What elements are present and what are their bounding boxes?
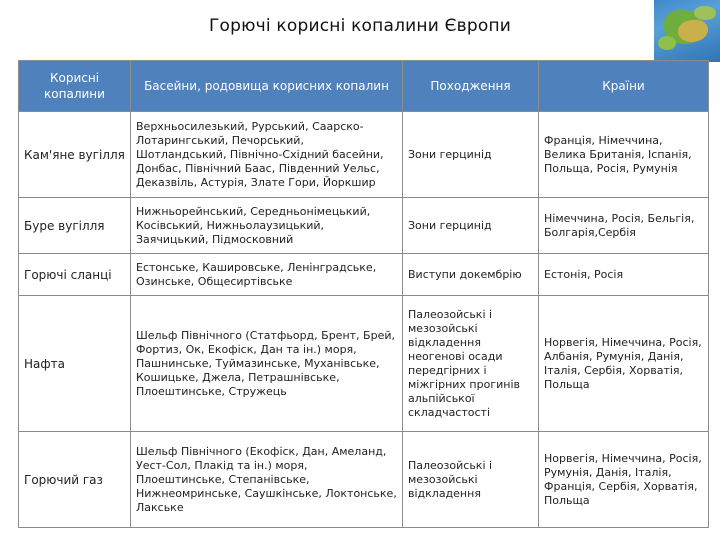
- countries-cell: Естонія, Росія: [539, 254, 709, 296]
- countries-cell: Франція, Німеччина, Велика Британія, Іспанія, Польща, Росія, Румунія: [539, 112, 709, 198]
- table-row: [19, 198, 709, 254]
- table-row: [19, 254, 709, 296]
- countries-cell: Норвегія, Німеччина, Росія, Албанія, Румунія, Данія, Італія, Сербія, Хорватія, Польща: [539, 296, 709, 432]
- mineral-cell: Горючий газ: [19, 432, 131, 528]
- origin-cell: Зони герцинід: [403, 198, 539, 254]
- minerals-table: [18, 60, 709, 528]
- header-minerals: Корисні копалини: [19, 61, 131, 112]
- table-row: [19, 432, 709, 528]
- header-countries: Країни: [539, 61, 709, 112]
- deposits-cell: Шельф Північного (Екофіск, Дан, Амеланд, Уест-Сол, Плакід та ін.) моря, Плоештинське, Степанівське, Нижнеомринське, Саушкінське, Локтонське, Лакське: [131, 432, 403, 528]
- header-deposits: Басейни, родовища корисних копалин: [131, 61, 403, 112]
- deposits-cell: Естонське, Кашировське, Ленінградське, Озинське, Общесиртівське: [131, 254, 403, 296]
- mineral-cell: Нафта: [19, 296, 131, 432]
- deposits-cell: Верхньосилезький, Рурський, Саарско-Лотарингський, Печорський, Шотландський, Північно-Східний басейни, Донбас, Північний Баас, Південний Уельс, Деказвіль, Астурія, Злате Гори, Йоркшир: [131, 112, 403, 198]
- mineral-cell: Горючі сланці: [19, 254, 131, 296]
- origin-cell: Палеозойські і мезозойські відкладення неогенові осади передгірних і міжгірних прогинів альпійської складчастості: [403, 296, 539, 432]
- header-origin: Походження: [403, 61, 539, 112]
- origin-cell: Зони герцинід: [403, 112, 539, 198]
- table-row: [19, 296, 709, 432]
- countries-cell: Норвегія, Німеччина, Росія, Румунія, Данія, Італія, Франція, Сербія, Хорватія, Польща: [539, 432, 709, 528]
- europe-map-thumbnail: [654, 0, 720, 62]
- table-header-row: [19, 61, 709, 112]
- table-row: [19, 112, 709, 198]
- origin-cell: Виступи докембрію: [403, 254, 539, 296]
- mineral-cell: Кам'яне вугілля: [19, 112, 131, 198]
- deposits-cell: Шельф Північного (Статфьорд, Брент, Брей, Фортиз, Ок, Екофіск, Дан та ін.) моря, Пашнинське, Туймазинське, Муханівське, Кошицьке, Джела, Петрашнівське, Плоештинське, Стружець: [131, 296, 403, 432]
- countries-cell: Німеччина, Росія, Бельгія, Болгарія,Сербія: [539, 198, 709, 254]
- page-title: Горючі корисні копалини Європи: [208, 16, 512, 36]
- deposits-cell: Нижньорейнський, Середньонімецький, Косівський, Нижньолаузицький, Заячицький, Підмосковний: [131, 198, 403, 254]
- mineral-cell: Буре вугілля: [19, 198, 131, 254]
- origin-cell: Палеозойські і мезозойські відкладення: [403, 432, 539, 528]
